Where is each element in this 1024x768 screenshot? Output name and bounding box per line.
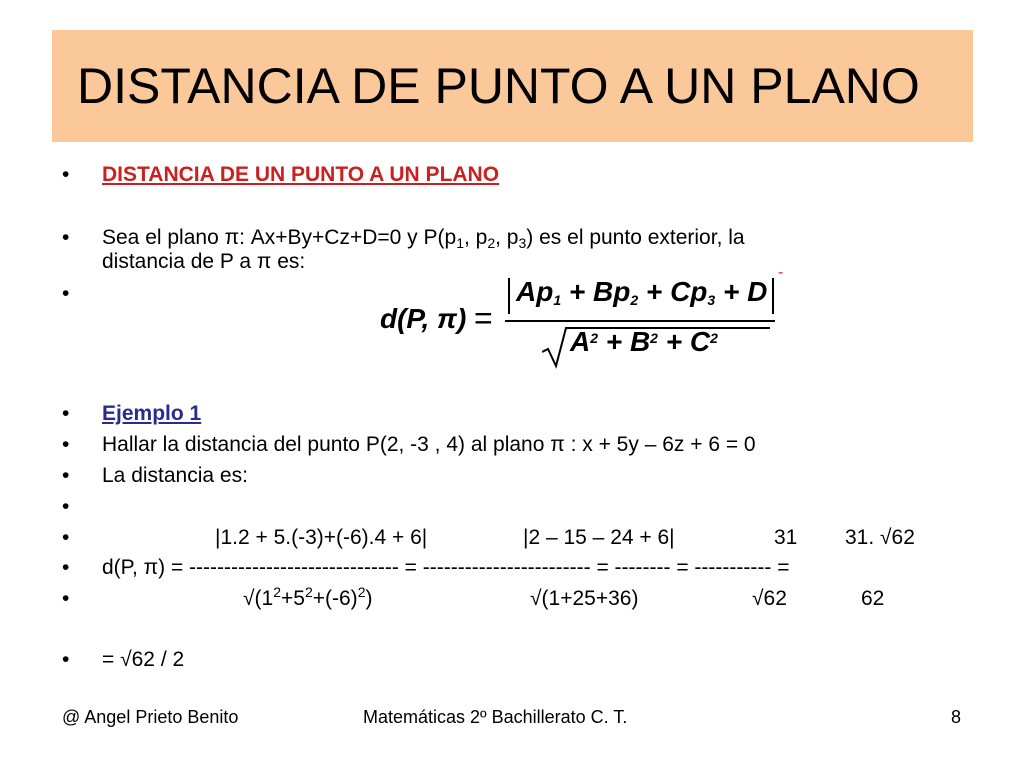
formula-equals: = xyxy=(474,300,493,336)
num-term: + D xyxy=(715,276,768,307)
den-part: ) xyxy=(365,587,373,610)
den-sup: 2 xyxy=(710,330,718,346)
den-part: +5 xyxy=(281,587,305,610)
bullet: • xyxy=(62,587,70,610)
formula-mark: - xyxy=(778,264,784,281)
formula-denominator xyxy=(570,326,718,358)
bullet: • xyxy=(62,226,70,249)
calc-den-4: 62 xyxy=(861,587,885,610)
num-term: + Cp xyxy=(638,276,708,307)
num-sub: 2 xyxy=(630,292,639,308)
calc-num-1: |1.2 + 5.(-3)+(-6).4 + 6| xyxy=(215,526,428,549)
calc-num-2: |2 – 15 – 24 + 6| xyxy=(523,526,675,549)
num-term: Ap xyxy=(516,276,554,307)
intro-line-1 xyxy=(102,225,745,251)
bullet: • xyxy=(62,163,70,186)
calc-den-1 xyxy=(243,586,372,612)
bullet: • xyxy=(62,402,70,425)
den-sup: 2 xyxy=(357,584,366,600)
calc-result: = √62 / 2 xyxy=(102,648,185,671)
intro-text: Sea el plano π: Ax+By+Cz+D=0 y P(p xyxy=(102,226,457,249)
abs-bar-left xyxy=(508,278,510,314)
num-sub: 3 xyxy=(707,292,716,308)
slide-title: DISTANCIA DE PUNTO A UN PLANO xyxy=(77,58,920,114)
abs-bar-right xyxy=(772,278,774,314)
den-part: +(-6) xyxy=(312,587,358,610)
calc-num-3: 31 xyxy=(774,526,798,549)
bullet: • xyxy=(62,433,70,456)
subscript: 3 xyxy=(518,235,527,251)
calc-num-4: 31. √62 xyxy=(845,526,915,549)
intro-text: , p xyxy=(463,226,488,249)
bullet: • xyxy=(62,282,70,305)
den-term: A xyxy=(570,326,591,357)
subscript: 1 xyxy=(456,235,464,251)
formula-lhs: d(P, π) xyxy=(380,303,467,334)
den-sup: 2 xyxy=(650,330,658,346)
calc-den-3: √62 xyxy=(752,587,787,610)
bullet: • xyxy=(62,556,70,579)
footer-page-number: 8 xyxy=(951,707,962,727)
distance-formula xyxy=(380,264,800,375)
distance-label: La distancia es: xyxy=(102,464,248,487)
num-term: + Bp xyxy=(561,276,631,307)
bullet: • xyxy=(62,464,70,487)
example-heading: Ejemplo 1 xyxy=(102,402,202,425)
bullet: • xyxy=(62,648,70,671)
den-part: √(1 xyxy=(243,587,274,610)
title-bar xyxy=(52,30,973,142)
den-sup: 2 xyxy=(590,330,599,346)
subscript: 2 xyxy=(487,235,496,251)
intro-text: , p xyxy=(495,226,519,249)
num-sub: 1 xyxy=(553,292,562,308)
bullet: • xyxy=(62,495,70,518)
den-term: + B xyxy=(598,326,651,357)
formula-numerator xyxy=(516,276,767,308)
footer-author: @ Angel Prieto Benito xyxy=(62,707,239,727)
intro-text: ) es el punto exterior, la xyxy=(526,226,745,249)
intro-line-2: distancia de P a π es: xyxy=(102,250,306,273)
section-heading: DISTANCIA DE UN PUNTO A UN PLANO xyxy=(102,163,500,186)
calc-den-2: √(1+25+36) xyxy=(530,587,639,610)
bullet: • xyxy=(62,526,70,549)
den-term: + C xyxy=(657,326,711,357)
calc-fraction-line: d(P, π) = ------------------------------ = ------------------------ = -------- = ----------- = xyxy=(102,556,790,579)
footer-course: Matemáticas 2º Bachillerato C. T. xyxy=(363,707,628,727)
example-statement: Hallar la distancia del punto P(2, -3 , 4) al plano π : x + 5y – 6z + 6 = 0 xyxy=(102,433,756,456)
den-sup: 2 xyxy=(304,584,313,600)
den-sup: 2 xyxy=(273,584,281,600)
